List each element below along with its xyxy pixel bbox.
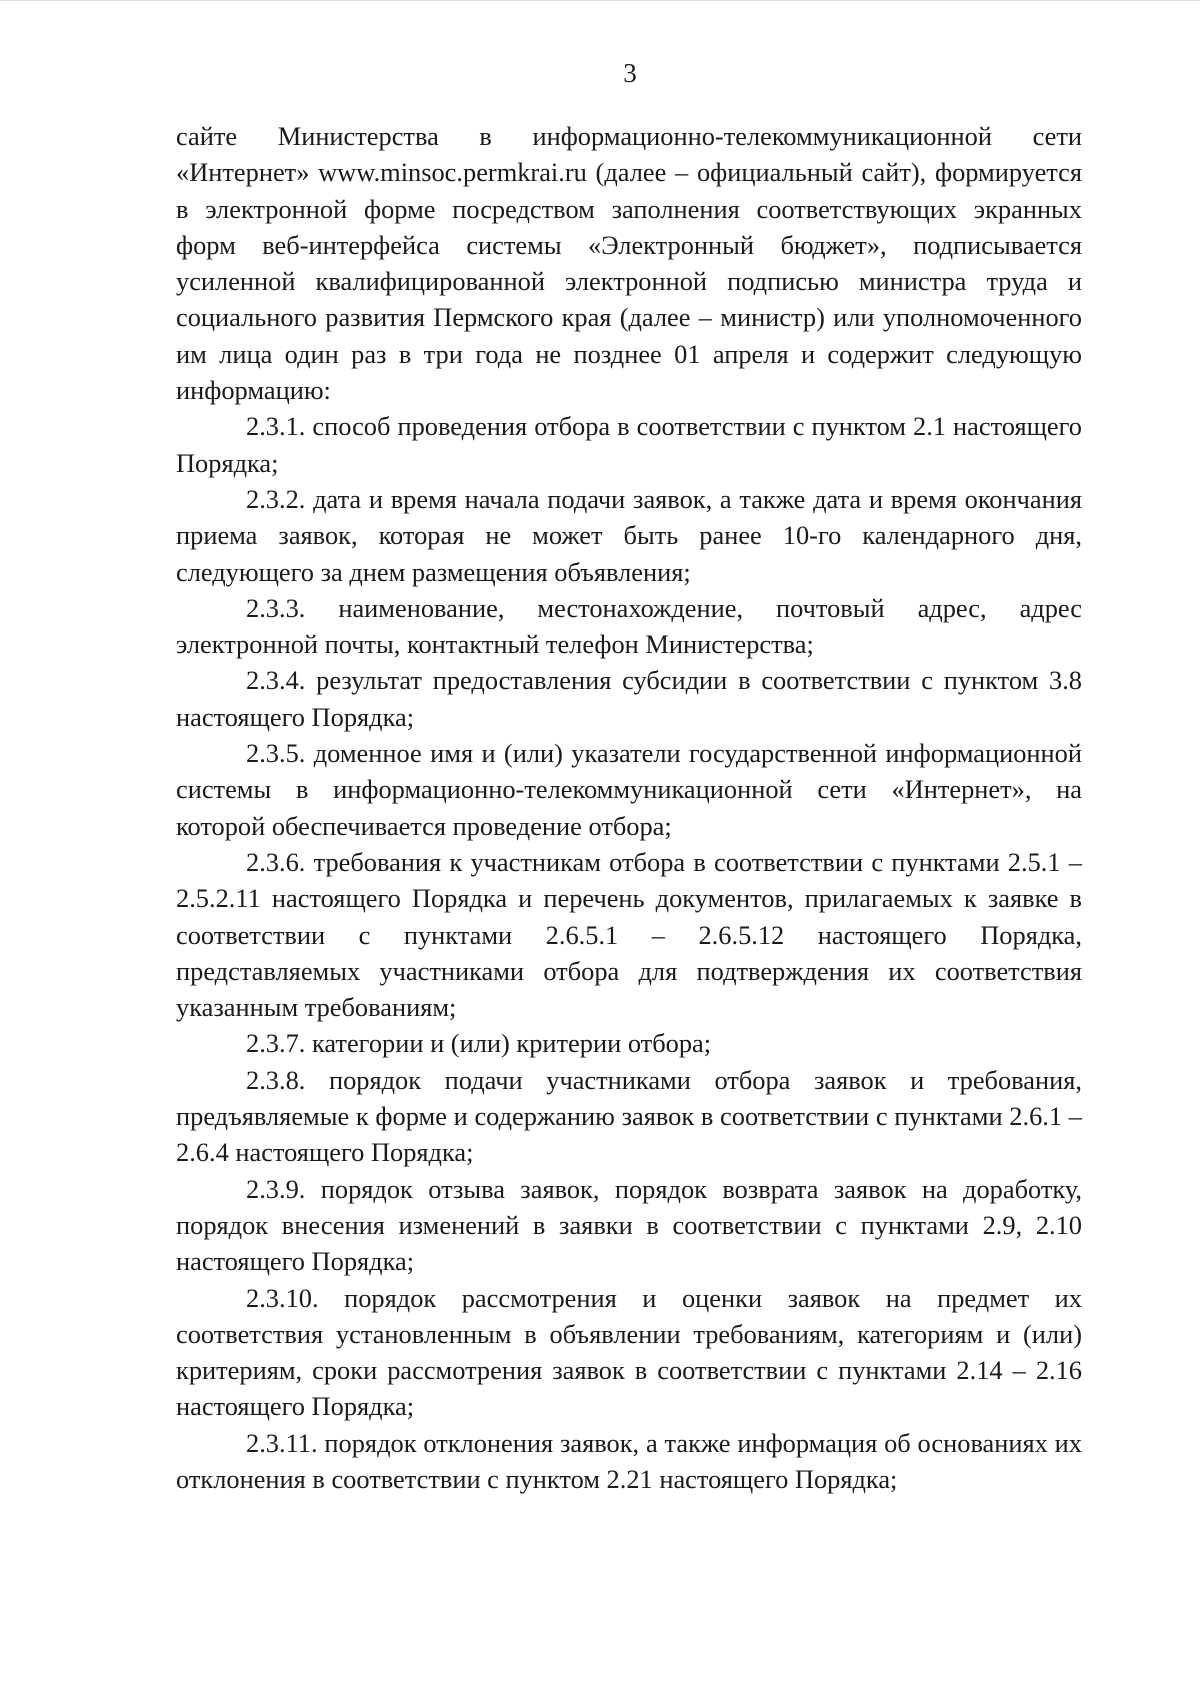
paragraph-2-3-2: 2.3.2. дата и время начала подачи заявок, а также дата и время окончания приема заявок, которая не может быть ранее 10-го календарного дня, следующего за днем размещения объявления; bbox=[176, 483, 1082, 587]
paragraph-2-3-1: 2.3.1. способ проведения отбора в соответствии с пунктом 2.1 настоящего Порядка; bbox=[176, 411, 1082, 478]
paragraph-intro: сайте Министерства в информационно-телекоммуникационной сети «Интернет» www.minsoc.permkrai.ru (далее – официальный сайт), формируется в электронной форме посредством заполнения соответствующих экранных форм веб-интерфейса системы «Электронный бюджет», подписывается усиленной квалифицированной электронной подписью министра труда и социального развития Пермского края (далее – министр) или уполномоченного им лица один раз в три года не позднее 01 апреля и содержит следующую информацию: bbox=[176, 121, 1082, 406]
paragraph-2-3-10: 2.3.10. порядок рассмотрения и оценки заявок на предмет их соответствия установленным в объявлении требованиям, категориям и (или) критериям, сроки рассмотрения заявок в соответствии с пунктами 2.14 – 2.16 настоящего Порядка; bbox=[176, 1282, 1082, 1422]
paragraph-2-3-4: 2.3.4. результат предоставления субсидии в соответствии с пунктом 3.8 настоящего Порядка; bbox=[176, 665, 1082, 732]
paragraph-2-3-9: 2.3.9. порядок отзыва заявок, порядок возврата заявок на доработку, порядок внесения изменений в заявки в соответствии с пунктами 2.9, 2.10 настоящего Порядка; bbox=[176, 1173, 1082, 1277]
scan-edge-line bbox=[0, 0, 1200, 1]
paragraph-2-3-6: 2.3.6. требования к участникам отбора в соответствии с пунктами 2.5.1 – 2.5.2.11 настоящего Порядка и перечень документов, прилагаемых к заявке в соответствии с пунктами 2.6.5.1 – 2.6.5.12 настоящего Порядка, представляемых участниками отбора для подтверждения их соответствия указанным требованиям; bbox=[176, 846, 1082, 1023]
paragraph-2-3-3: 2.3.3. наименование, местонахождение, почтовый адрес, адрес электронной почты, контактный телефон Министерства; bbox=[176, 592, 1082, 660]
document-body bbox=[176, 118, 1082, 1497]
paragraph-2-3-8: 2.3.8. порядок подачи участниками отбора заявок и требования, предъявляемые к форме и содержанию заявок в соответствии с пунктами 2.6.1 – 2.6.4 настоящего Порядка; bbox=[176, 1064, 1082, 1168]
page-number: 3 bbox=[623, 58, 637, 88]
paragraph-2-3-5: 2.3.5. доменное имя и (или) указатели государственной информационной системы в информационно-телекоммуникационной сети «Интернет», на которой обеспечивается проведение отбора; bbox=[176, 738, 1082, 841]
paragraph-2-3-11: 2.3.11. порядок отклонения заявок, а также информация об основаниях их отклонения в соответствии с пунктом 2.21 настоящего Порядка; bbox=[176, 1427, 1082, 1494]
paragraph-2-3-7: 2.3.7. категории и (или) критерии отбора; bbox=[246, 1028, 712, 1059]
